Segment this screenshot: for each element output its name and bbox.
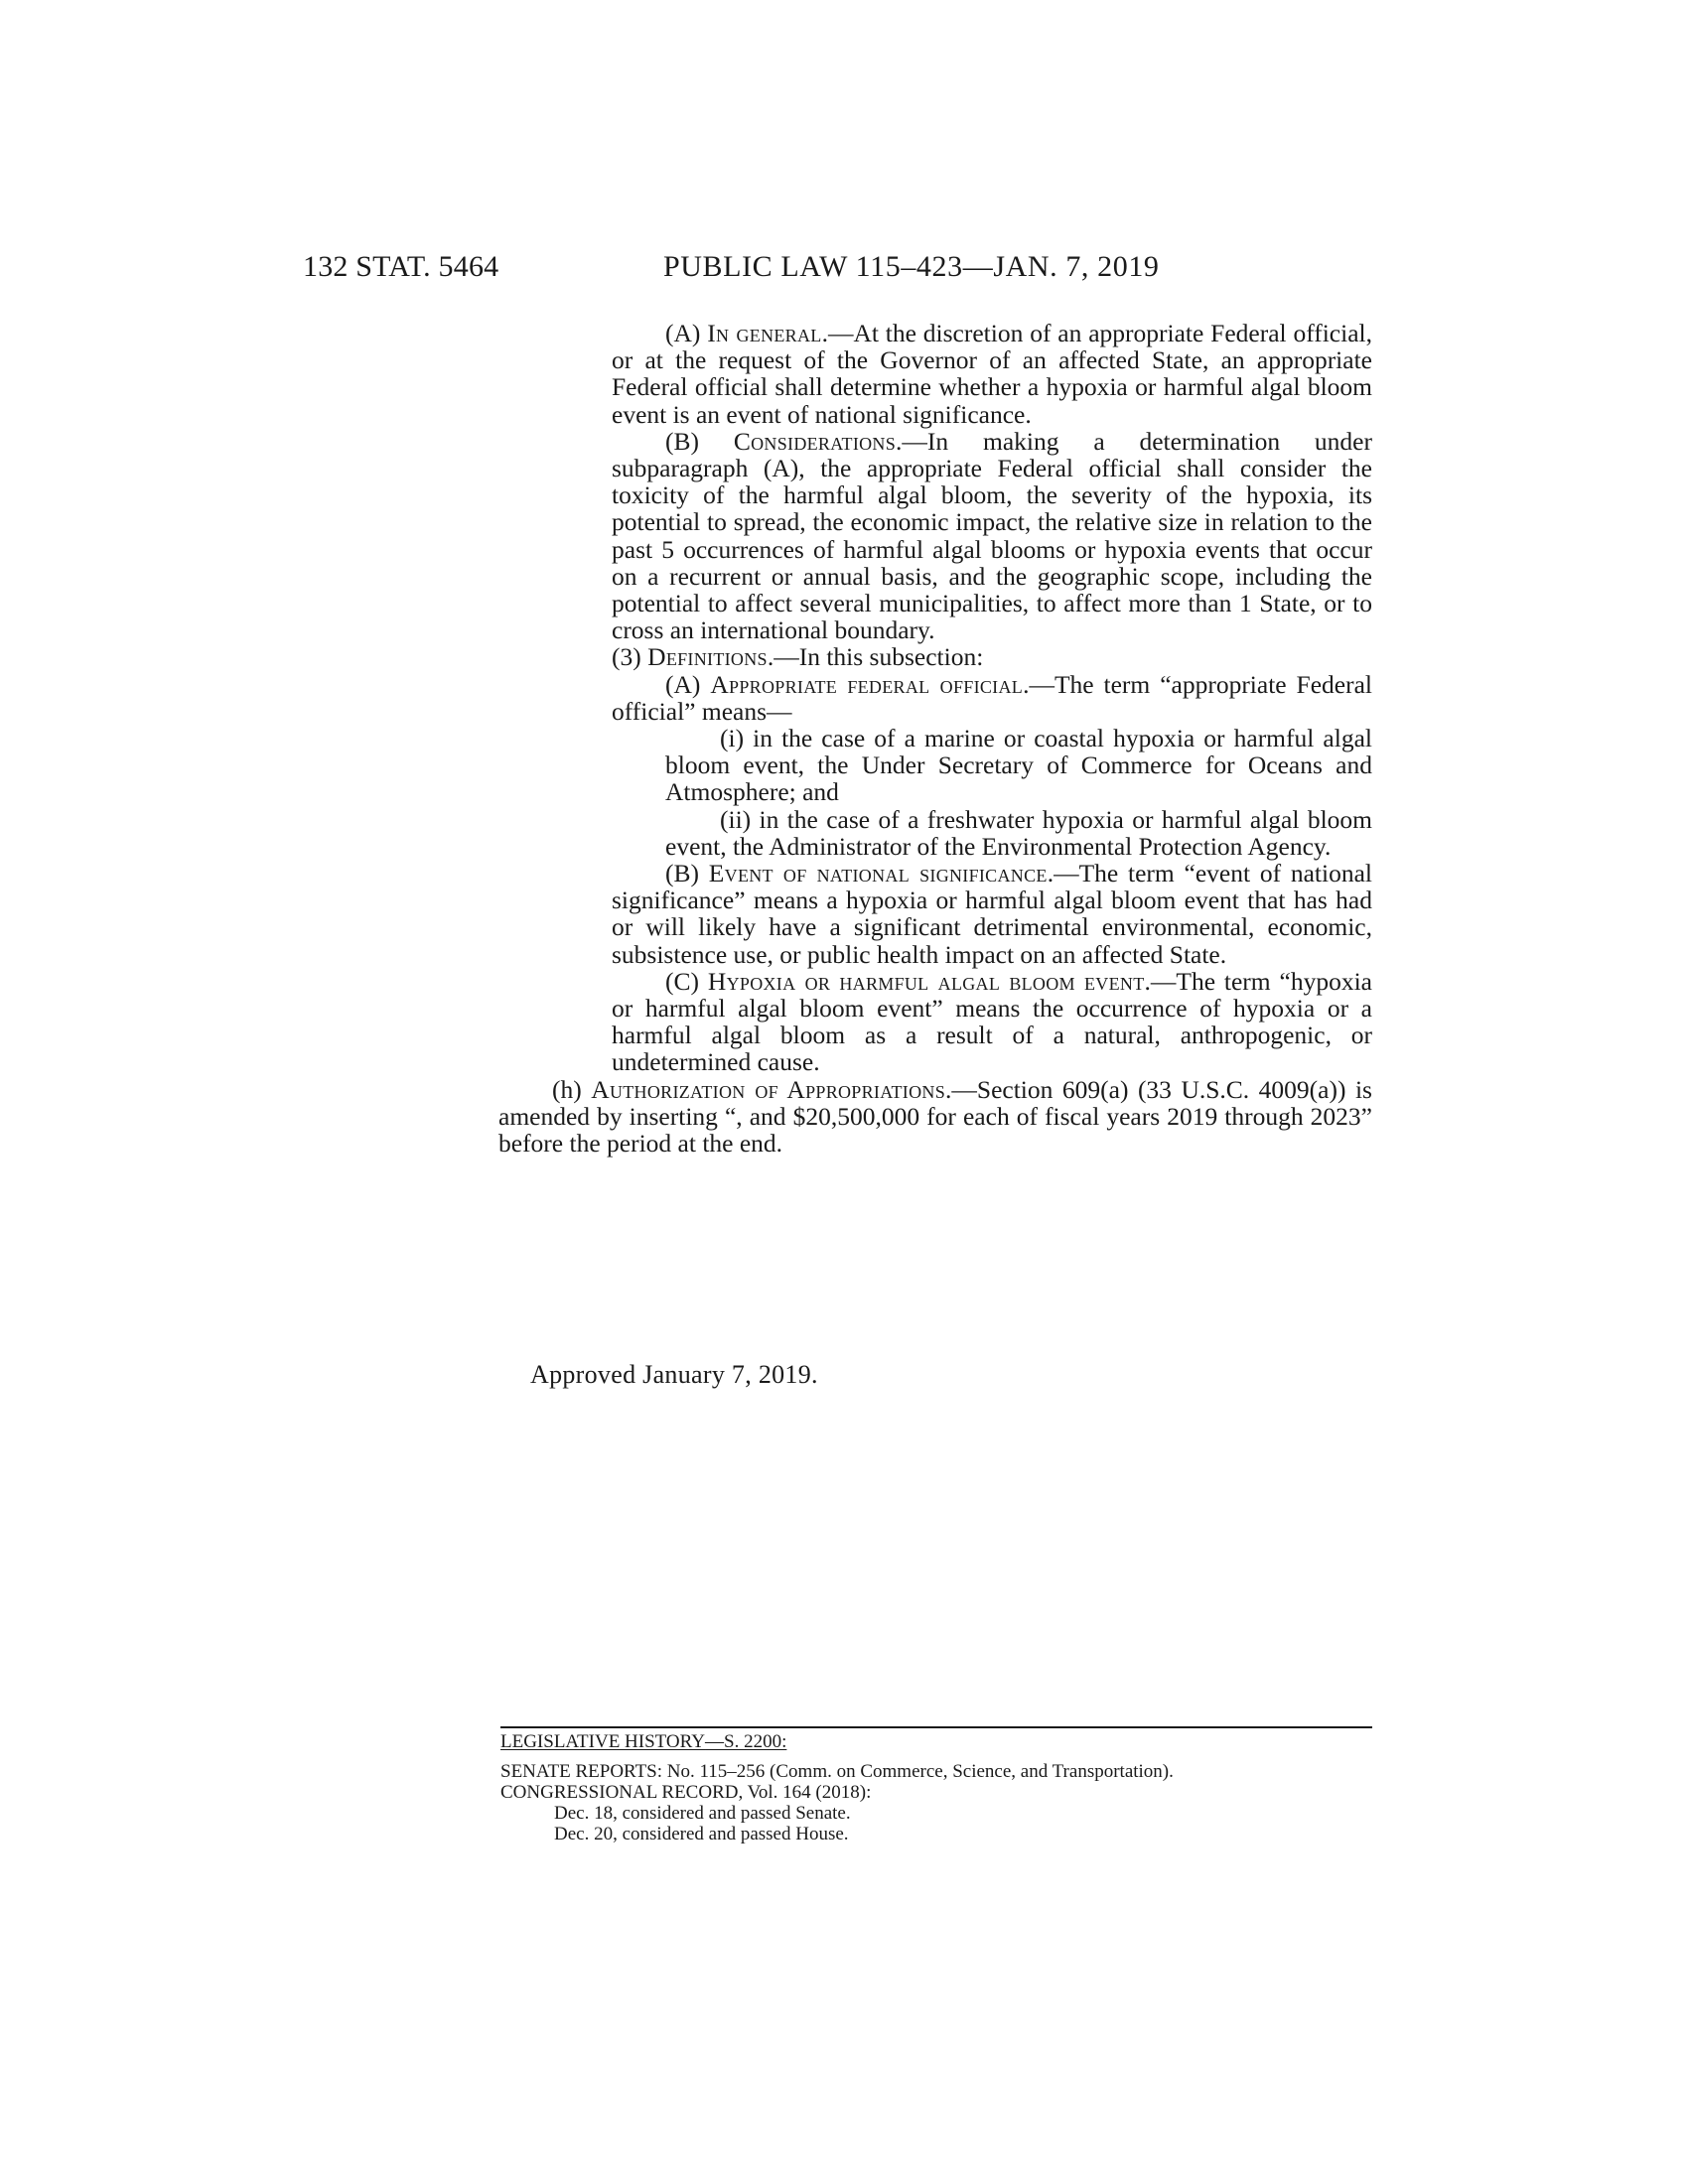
- paragraph-definition-a: (A) Appropriate federal official.—The term “appropriate Federal official” means—: [612, 669, 1373, 726]
- clause-ii-freshwater: (ii) in the case of a freshwater hypoxia or harmful algal bloom event, the Administrator of the Environmental Protection Agency.: [665, 804, 1372, 861]
- paragraph-b-considerations: (B) Considerations.—In making a determination under subparagraph (A), the appropriate Federal official shall consider the toxicity of the harmful algal bloom, the severity of the hypoxia, its potential to spread, the economic impact, the relative size in relation to the past 5 occurrences of harmful algal blooms or hypoxia events that occur on a recurrent or annual basis, and the geographic scope, including the potential to affect several municipalities, to affect more than 1 State, or to cross an international boundary.: [612, 426, 1372, 645]
- approval-date: Approved January 7, 2019.: [530, 1360, 818, 1389]
- footnote-divider: [500, 1726, 1372, 1728]
- senate-reports: SENATE REPORTS: No. 115–256 (Comm. on Commerce, Science, and Transportation).: [500, 1761, 1174, 1782]
- record-entry: Dec. 20, considered and passed House.: [554, 1824, 849, 1844]
- heading-in-general: In general: [707, 319, 822, 347]
- paragraph-3-definitions: (3) Definitions.—In this subsection:: [612, 642, 984, 672]
- subsection-h-authorization: (h) Authorization of Appropriations.—Section 609(a) (33 U.S.C. 4009(a)) is amended by inserting “, and $20,500,000 for each of fiscal years 2019 through 2023” before the period at the end.: [498, 1074, 1372, 1159]
- stat-page-reference: 132 STAT. 5464: [303, 250, 499, 283]
- heading-considerations: Considerations: [733, 426, 897, 456]
- heading-hypoxia-or-harmful-algal-bloom-event: Hypoxia or harmful algal bloom event: [707, 966, 1145, 996]
- legislative-history-title: LEGISLATIVE HISTORY—S. 2200:: [500, 1731, 787, 1752]
- law-body-text: [498, 320, 1372, 1157]
- heading-appropriate-federal-official: Appropriate federal official: [710, 669, 1024, 699]
- clause-i-marine-coastal: (i) in the case of a marine or coastal hypoxia or harmful algal bloom event, the Under Secretary of Commerce for Oceans and Atmosphere; and: [665, 724, 1372, 807]
- page-header-title: PUBLIC LAW 115–423—JAN. 7, 2019: [663, 250, 1160, 283]
- paragraph-definition-c: (C) Hypoxia or harmful algal bloom event.—The term “hypoxia or harmful algal bloom event” means the occurrence of hypoxia or a harmful algal bloom as a result of a natural, anthropogenic, or undetermined cause.: [612, 966, 1372, 1077]
- heading-event-of-national-significance: Event of national significance: [708, 859, 1048, 888]
- record-entry: Dec. 18, considered and passed Senate.: [554, 1803, 851, 1824]
- paragraph-a-in-general: (A) In general.—At the discretion of an appropriate Federal official, or at the request of the Governor of an affected State, an appropriate Federal official shall determine whether a hypoxia or harmful algal bloom event is an event of national significance.: [612, 319, 1372, 429]
- heading-authorization-of-appropriations: Authorization of Appropriations: [591, 1074, 946, 1104]
- congressional-record: CONGRESSIONAL RECORD, Vol. 164 (2018):: [500, 1782, 872, 1803]
- heading-definitions: Definitions: [647, 642, 768, 672]
- legislative-history: [500, 1731, 1372, 1844]
- paragraph-definition-b: (B) Event of national significance.—The term “event of national significance” means a hypoxia or harmful algal bloom event that has had or will likely have a significant detrimental environmental, economic, subsistence use, or public health impact on an affected State.: [612, 859, 1372, 969]
